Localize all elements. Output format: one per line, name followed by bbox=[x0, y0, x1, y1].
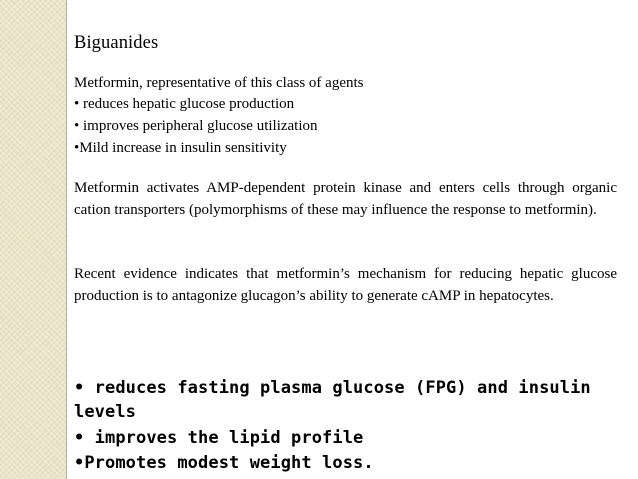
slide-title: Biguanides bbox=[74, 33, 159, 53]
bullet-weight-loss: •Promotes modest weight loss. bbox=[74, 453, 374, 473]
bullet-insulin-sensitivity: •Mild increase in insulin sensitivity bbox=[74, 140, 287, 156]
decorative-side-band bbox=[0, 0, 66, 479]
bullet-peripheral-glucose: • improves peripheral glucose utilization bbox=[74, 118, 318, 134]
bullet-fpg-insulin: • reduces fasting plasma glucose (FPG) and insulin bbox=[74, 378, 591, 398]
bullet-hepatic-glucose: • reduces hepatic glucose production bbox=[74, 96, 295, 112]
intro-line: Metformin, representative of this class of agents bbox=[74, 75, 364, 91]
bullet-fpg-insulin-continued: levels bbox=[74, 402, 137, 422]
bullet-lipid-profile: • improves the lipid profile bbox=[74, 428, 364, 448]
paragraph-mechanism: Recent evidence indicates that metformin’s mechanism for reducing hepatic glucose production is to antagonize glucagon’s ability to generate cAMP in hepatocytes. bbox=[74, 266, 617, 304]
slide-content bbox=[74, 0, 618, 479]
paragraph-ampk: Metformin activates AMP-dependent protein kinase and enters cells through organic cation transporters (polymorphisms of these may influence the response to metformin). bbox=[74, 180, 617, 218]
slide-divider bbox=[66, 0, 67, 479]
